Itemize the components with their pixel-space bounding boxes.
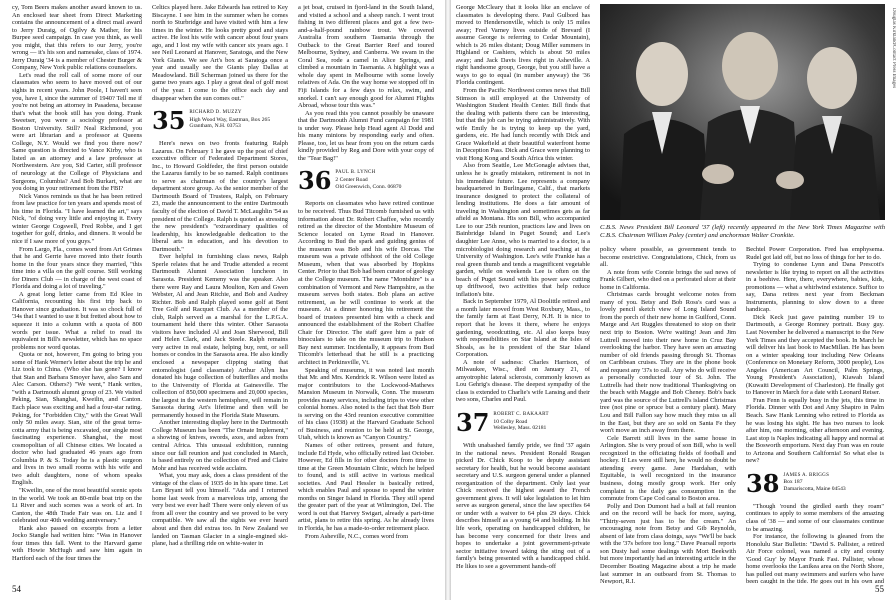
paragraph: As you read this you cannot possibly be unaware that the Dartmouth Alumni Fund campaign for 1981 is under way. Please help Head agent Al Dodd and his many minions by responding early and often. Please, too, let us hear from you on the return cards kindly provided by Reg and Dore with your copy of the "Tear Bag!" bbox=[298, 109, 434, 162]
class-secretary-info bbox=[783, 473, 845, 493]
paragraph: Dick Keck just gave painting number 19 to Dartmouth, a George Romney portrait. Busy guy. Last November he delivered a manuscript to the New York Times and they accepted the book. In March he will deliver his last book to MacMillan. He has been on a winter speaking tour including New Orleans (Conference on Monetary Reform, 3000 people), Los Angeles (American Art Council, Palm Springs, Young President's Association), Kiawah Island (Kuwaiti Development of Charleston). He finally got to Hanover in March for a date with Leonard Reiser. bbox=[746, 313, 884, 397]
paragraph: What, you may ask, does a class president of the vintage of the class of 1935 do in his spare time. Let Len Bryant tell you himself. "Ada and I returned home last week from a marvelous trip, among the very best we ever had! There were only eleven of us from all over the country and we proved to be very compatible. We saw all the sights we ever heard about and then did extras too. In New Zealand we landed on Tasman Glacier in a single-engined ski-plane, had a thrilling ride on white-water in bbox=[152, 472, 288, 548]
paragraph: Hank also passed on excerpts from a letter Jocko Stangle had written him: "Was in Hanover four times this fall. Went to the Harvard game with Howie McHugh and saw him again in Hartford each of the four times the bbox=[12, 524, 142, 562]
paragraph: policy where possible, as government tends to become restrictive. Congratulations, Chick, from us all. bbox=[600, 246, 736, 269]
secretary-address-line-2: Old Greenwich, Conn. 06870 bbox=[335, 183, 402, 190]
right-page-number: 55 bbox=[875, 584, 884, 594]
right-column-1 bbox=[456, 4, 590, 584]
paragraph: "Kweilin, one of the most beautiful scenic spots in the world. We took an 80-mile boat trip on the Li River and such scenes was a work of art. In Canton, the 48th Trade Fair was on. Liz and I celebrated our 40th wedding anniversary." bbox=[12, 487, 142, 525]
paragraph: Quota or not, however, I'm going to bring you some of Hank Werner's letter about the trip he and Liz took to China. (Who else has gone? I know that Stan and Barbara Smoyer have, also Sam and Alec Carson. Others?) "We went," Hank writes, "with a Dartmouth alumni group of 23. We visited Peking, Sian, Shanghai, Kweilin, and Canton. Each place was exciting and had a four-star rating. Peking, for "Forbidden City," with the Great Wall only 50 miles away. Sian, site of the great terra-cotta army that is being excavated, our single most fascinating experience. Shanghai, the most cosmopolitan of all Chinese cities. We located a doctor who had graduated 46 years ago from Columbia P. & S. Today he is a plastic surgeon and lives in two small rooms with his wife and two adult daughters, none of whom speaks English. bbox=[12, 351, 142, 487]
secretary-name: PAUL B. LYNCH bbox=[335, 170, 376, 176]
paragraph: From Asheville, N.C., comes word from bbox=[305, 532, 409, 540]
secretary-address-line-1: 2 Center Road bbox=[335, 177, 368, 184]
secretary-address-line-1: High Wood Way, Eastman, Box 265 bbox=[189, 116, 271, 123]
paragraph: George McCleary that it looks like an enclave of classmates is developing there. Paul Gulbord has moved to Hendersonville, which is only 15 miles away; Fred Varney lives outside of Brevard (I assume George is referring to Cedar Mountain), which is 26 miles distant; Doug Miller summers in Highland or Cashiers, which is about 50 miles away; and Jack Davis lives right in Asheville. A right handsome group, George, but you still have a ways to go to equal (in number anyway) the '36 Florida contingent. bbox=[456, 4, 590, 87]
right-column-3 bbox=[746, 246, 884, 584]
left-column-1 bbox=[12, 4, 142, 584]
photo-credit: Douglas Kirkland/Contact Press Images bbox=[891, 8, 896, 89]
paragraph: Names of other retirees, present and future, include Ed Hyde, who officially retired last October. However, Ed fills in for other doctors from time to time at the Green Mountain Clinic, which he helped to found, and is still active in various medical societies. And Paul Hessler is basically retired, which enables Paul and spouse to spend the winter months on Singer Island in Florida. They still spend the greater part of the year at Wilmington, Del. The word is out that Harvey Swigart, already a part-time artist, plans to retire this spring. As he already lives in Florida, he has a made-to-order retirement place. bbox=[298, 441, 434, 532]
class-secretary-info bbox=[335, 170, 401, 190]
paragraph: A note from wife Connie brings the sad news of Frank Gilbert, who died on a perforated ulcer at their home in California. bbox=[600, 268, 736, 291]
paragraph: Trying to condense Lynn and Dana Prescott's newsletter is like trying to report on all the activities in a beehive. Here, there, everywhere, babies, kids, promotions — what a whirlwind existence. Suffice to say, Dana retires next year from Beckman Instruments, planning to slow down to a three handicap. bbox=[746, 261, 884, 314]
paragraph: A note of sadness: Charles Harrison, of Milwaukee, Wisc., died on January 21, of amyotrophic lateral sclerosis, commonly known as Lou Gehrig's disease. The deepest sympathy of the class is extended to Charlie's wife Lansing and their two sons, Charles and Paul. bbox=[456, 358, 590, 404]
secretary-name: JAMES A. BRIGGS bbox=[783, 472, 830, 478]
class-year-number: 37 bbox=[456, 407, 490, 437]
right-page bbox=[450, 0, 896, 600]
paragraph: Bechtel Power Corporation. Fred has emphysema. Rudel got laid off, but no loss of things for her to do. bbox=[746, 246, 884, 261]
class-heading bbox=[298, 166, 434, 196]
right-column-2 bbox=[600, 246, 736, 584]
secretary-name: RICHARD D. MUZZY bbox=[189, 110, 242, 116]
secretary-address-line-2: Grantham, N.H. 03753 bbox=[189, 123, 241, 130]
paragraph: Let's read the roll call of some more of our classmates who seem to have moved out of our sights in recent years. John Poole, I haven't seen you, have I, since the summer of 1940? Tell me if you're not being an attorney in Pasadena, because that's what the book still has you doing. Frank Sweetser, you were a sociology professor at Boston University. Still? Neal Richmond, you were art librarian and a professor at Queens College, N.Y. Would we find you there now? Same question is directed to Vance Kirby, who is listed as an attorney and a law professor at Northwestern. Are you, Sid Carter, still professor of neurology at the College of Physicians and Surgeons, Columbia? And Bob Burkart, what are you doing in your retirement from the FBI? bbox=[12, 71, 142, 193]
secretary-address-line-2: Wellesley, Mass. 02181 bbox=[493, 425, 547, 432]
secretary-address-line-2: Damariscotta, Maine 04543 bbox=[783, 486, 846, 493]
paragraph: Another interesting display here in the Dartmouth College Museum has been "The Ornate Implement," a showing of knives, swords, axes, and adzes from central Africa. This unusual exhibition, running since our fall reunion and just concluded in March, is based entirely on the collection of Fred and Claire Mohr and has received wide acclaim. bbox=[152, 419, 288, 472]
paragraph: From the Pacific Northwest comes news that Bill Stimson is still employed at the University of Washington Student Health Center. Bill finds that the dealing with patients there can be interesting, but that the job can be trying administratively. With wife Emily he is trying to keep up the yard, gardens, etc. He had lunch recently with Dick and Grace Wakefield at their beautiful waterfront home in Deception Pass. Dick and Grace were planning to visit Hong Kong and South Africa this winter. bbox=[456, 87, 590, 162]
class-year-number: 35 bbox=[152, 106, 186, 136]
paragraph: Christmas cards brought welcome notes from many of you. Betsy and Bob Ross's card was a lovely pencil sketch view of Long Island Sound from the porch of their new home in Guilford, Conn. Marge and Art Ruggles threatened to stop on their next trip to Boston. We're waiting! Jean and Jim Luttrell moved into their new home in Cruz Bay overlooking the harbor. They have seen an amazing number of old friends passing through St. Thomas on Caribbean cruises. They are in the phone book and request any '37s to call. Any who do will receive a personally conducted tour of St. John. The Luttrells had their now traditional Thanksgiving on the beach with Maggie and Bob Cheney. Bob's back yard was the source of the Luttrell's island Christmas tree (not pine or spruce but a century plant). Mary Lou and Bill Fallon say how much they miss us all in the East, but they are so sold on Santa Fe they won't move an inch away from there. bbox=[600, 291, 736, 435]
paragraph: Celtics played here. Jake Edwards has retired to Key Biscayne. I see him in the summer when he comes north to Sturbridge and have visited with him a few times in the winter. He looks pretty good and stays active. He lost his wife with cancer about four years ago, and I lost my wife with cancer six years ago. I see Neil Leonard at Hanover, Saratoga, and the New York Giants. We see Art's box at Saratoga once a year and usually see the Giants play Dallas at Meadowland. Bill Scherman joined us there for the game two years ago. I play a great deal of golf most of the year. I come to the office each day and disappear when the sun comes out." bbox=[152, 4, 288, 102]
paragraph: cy, Tom Beers makes another award known to us. An enclosed tear sheet from Direct Marketing contains the announcement of a direct mail award to Jerry Duraig, of Ogilvy & Mather, for his Burpee seed campaign. In case you think, as well you might, that this refers to our Jerry, you're wrong — it's his son and namesake, class of 1974. Jerry Duraig '34 is a member of Chester Burger & Company, New York public relations counselors. bbox=[12, 4, 142, 72]
class-year-number: 36 bbox=[298, 166, 332, 196]
paragraph: Cele Barrett still lives in the same house in Arlington. She is very proud of son Bill, who is well recognized in the officiating fields of football and hockey. If Les were still here, he would no doubt be attending every game. Jane Hardahan, with Equitable, is well recognized in the insurance business, doing mostly group work. Her only complaint is the daily gas consumption in the commute from Cape Cod canal to Boston area. bbox=[600, 434, 736, 503]
class-secretary-info bbox=[189, 110, 270, 130]
left-column-2 bbox=[152, 4, 288, 584]
class-heading bbox=[456, 407, 590, 437]
class-heading bbox=[746, 468, 884, 498]
paragraph: With unabashed family pride, we find '37 again in the national news. President Ronald Reagan picked Dr. Chick Koop to be deputy assistant secretary for health, but he would become assistant secretary and U.S. surgeon general under a planned reorganization of the department. Only last year Chick received the highest award the French government gives. It will take legislation to let him serve as surgeon general, since the law specifies 64 or under with a waiver to 64 plus 29 days. Chick describes himself as a young 64 and holding. In his life work, operating on handicapped children, he has become very concerned for their lives and hopes to undertake a joint government-private sector initiative toward taking the sting out of a family's being presented with a handicapped child. He likes to see a government hands-off bbox=[456, 441, 590, 570]
paragraph: Here's news on two fronts featuring Ralph Lazarus. On February 1 he gave up the post of chief executive officer of Federated Department Stores, Inc., to Howard Goldfeder, the first person outside the Lazarus family to be so named. Ralph continues to serve as chairman of the country's largest department store group. As the senior member of the Dartmouth Board of Trustees, Ralph, on February 23, made the announcement to the entire Dartmouth faculty of the election of David T. McLaughlin '54 as president of the College. Ralph is quoted as stressing the new president's "extraordinary qualities of leadership, his knowledgeable dedication to the liberal arts in education, and his devotion to Dartmouth." bbox=[152, 140, 288, 253]
class-secretary-info bbox=[493, 412, 548, 432]
paragraph: Polly and Don Dumont had a ball at fall reunion and on the record will be back for more, saying, "Thirty-seven just has to be the cream." An encouraging note from Betsy and Gib Reynolds, absent of late from class doings, says "We'll be back with the '37s before too long." Dave Pearsall reports son Dusty had some dealings with Mort Beekwith but more importantly had an interesting article in the December Boating Magazine about a trip he made last summer in an outboard from St. Thomas to Newport, R.I. bbox=[600, 502, 736, 584]
left-column-3 bbox=[298, 4, 434, 584]
paragraph: "Though 'round the girdled earth they roam" continues to apply to some members of the amazing class of '38 — and some of our classmates continue to be amazing. bbox=[746, 502, 884, 533]
photo-caption: C.B.S. News President Bill Leonard '37 (left) recently appeared in the New York Times Magazine with C.B.S. Chairman William Paley (center) and anchorman Walter Cronkite. bbox=[600, 224, 885, 239]
left-page bbox=[0, 0, 446, 600]
class-heading bbox=[152, 106, 288, 136]
paragraph: Also from Seattle, Lee McGonagle advises that, unless he is greatly mistaken, retirement is not in his immediate future. Lee represents a company headquartered in Burlingame, Calif., that markets insurance designed to protect the collateral of lending institutions. He does a fair amount of traveling in Washington and sometimes gets as far afield as Montana. His son Bill, who accompanied Lee to our 25th reunion, practices law and lives on Bainbridge Island in Puget Sound; and Lee's daughter Lee Anne, who is married to a doctor, is a microbiologist doing research and teaching at the University of Washington. Lee's wife Frankie has a real green thumb and tends a magnificent vegetable garden, while on weekends Lee is often on the beach of Puget Sound with his power saw cutting up driftwood, two activities that help reduce inflation's bite. bbox=[456, 162, 590, 298]
paragraph: Ever helpful in furnishing class news, Ralph Sperle relates that he and Trudie attended a recent Dartmouth Alumni Association luncheon in Sarasota. President Kemeny was the speaker. Also there were Ray and Laura Moulton, Ken and Gwen Webster, Al and Jean Ritchie, and Bob and Audrey Richter. Bob and Ralph played some golf at Bent Tree Golf and Racquet Club. As a member of the club, Ralph served as a marshal for the L.P.G.A. tournament held there this winter. Other Sarasota visitors have included Al and Joan Sherwood, Bill and Helen Clark, and Jack Steele. Ralph remains very active in real estate, helping buy, rent, or sell homes or condos in the Sarasota area. He also kindly enclosed a newspaper clipping stating that entomologist (and classmate) Arthur Allyn has donated his huge collection of butterflies and moths to the University of Florida at Gainesville. The collection of 850,000 specimens and 20,000 species, the largest in the western hemisphere, will remain in Sarasota during Art's lifetime and then will be permanently housed in the Florida State Museum. bbox=[152, 253, 288, 419]
paragraph: Fran Fenn is equally busy in the jets, this time in Florida. Dinner with Dot and Amy Shapiro in Palm Beach. Saw Hank Lenning who retired to Florida as he was losing his sight. He has two nurses to look after him, one morning, other afternoon and evening. Last stop is Naples indicating all happy and normal at the Bosworth emporium. Next day Fran was en route to Arizona and Southern California! So what else is new? bbox=[746, 396, 884, 465]
secretary-address-line-1: Box 187 bbox=[783, 479, 803, 486]
cbs-news-photo bbox=[600, 4, 885, 220]
class-year-number: 38 bbox=[746, 468, 780, 498]
paragraph: a jet boat, cruised in fjord-land in the South Island, and visited a school and a sheep ranch. I went trout fishing in two different places and got a few two-and-a-half-pound rainbow trout. We covered Australia from southern Tasmania through the Outback to the Great Barrier Reef and toured Melbourne, Sydney, and Canberra. We swam in the Coral Sea, rode a camel in Alice Springs, and climbed a mountain in Tasmania. A highlight was a whole day spent in Melbourne with some lovely relatives of Ada. On the way home we stopped off in Fiji Islands for a few days to relax, swim, and snorkel. I can't say enough good for Alumni Flights Abroad, whose tour this was." bbox=[298, 4, 434, 110]
paragraph: For instance, the following is gleaned from the Honolulu Star Bulletin: "David S. Pallister, a retired Air Force colonel, was named a city and county 'Good Guy' by Mayor Frank Fasi. Pallister, whose home overlooks the Lanikea area on the North Shore, has pulled out many swimmers and surfers who have been caught in the tide. He goes out in his own and bbox=[746, 533, 884, 584]
secretary-name: ROBERT C. BAKAART bbox=[493, 411, 549, 417]
paragraph: Nick Vanos reminds us that he has been retired from law practice for ten years and spends most of his time in Florida. "I have learned the art," says Nick, "of doing very little and enjoying it. Every winter George Cogswell, Fred Robbe, and I get together for golf, drinks, and dinners. It would be nice if I saw more of you guys." bbox=[12, 192, 142, 245]
paragraph: From Largo, Fla., comes word from Art Grimes that he and Gerrie have moved into their fourth home in the four years since they married, "this time into a villa on the golf course. Still working for Diners Club — in charge of the west coast of Florida and doing a lot of traveling." bbox=[12, 245, 142, 291]
paragraph: Back in September 1979, Al Doolittle retired and a month later moved from West Roxbury, Mass., to the family farm at East Derry, N.H. It is nice to report that he loves it there, where he enjoys gardening, woodcutting, etc. Al also keeps busy with responsibilities on Star Island at the Isles of Shoals, as he is president of the Star Island Corporation. bbox=[456, 298, 590, 359]
paragraph: Reports on classmates who have retired continue to be received. Thus Bud Titcomb furnished us with information about Dr. Robert Chaffee, who recently retired as the director of the Montshire Museum of Science located on Lyme Road in Hanover. According to Bud the spark and guiding genius of the museum was Bob and his wife Dorcas. The museum was a private offshoot of the old College Museum, when that was absorbed by Hopkins Center. Prior to that Bob had been curator of geology at the College museum. The name "Montshire" is a combination of Vermont and New Hampshire, as the museum serves both states. Bob plans an active retirement, as he will continue to work at the museum. At a dinner honoring his retirement the board of trustees presented him with a check and announced the establishment of the Robert Chaffee Chair for Director. The staff gave him a pair of binoculars to take on the museum trip to Hudson Bay next summer. Incidentally, it appears from Bud Titcomb's letterhead that he still is a practicing architect in Perkinsville, Vt. bbox=[298, 200, 434, 366]
left-page-number: 54 bbox=[12, 584, 21, 594]
paragraph: Speaking of museums, it was noted last month that Mr. and Mrs. Kendrick R. Wilson were listed as major contributors to the Lockwood-Mathews Mansion Museum in Norwalk, Conn. The museum provides many services, including trips to view other colonial homes. Also noted is the fact that Bob Burr is serving on the 43rd reunion executive committee of his class (1938) at the Harvard Graduate School of Business, and reunion to be held at St. George, Utah, which is known as "Canyon Country." bbox=[298, 366, 434, 442]
paragraph: A great long letter came from Ed Klee in California, recounting his first trip back to Hanover since graduation. It was so chock full of '34s that I wanted to use it but fretted about how to squeeze it into a column with a quota of 800 words per issue. What a relief to read its equivalent in Bill's newsletter, which has no space problems nor word quotas. bbox=[12, 290, 142, 351]
photo-illustration bbox=[600, 4, 885, 220]
secretary-address-line-1: 10 Colby Road bbox=[493, 418, 528, 425]
